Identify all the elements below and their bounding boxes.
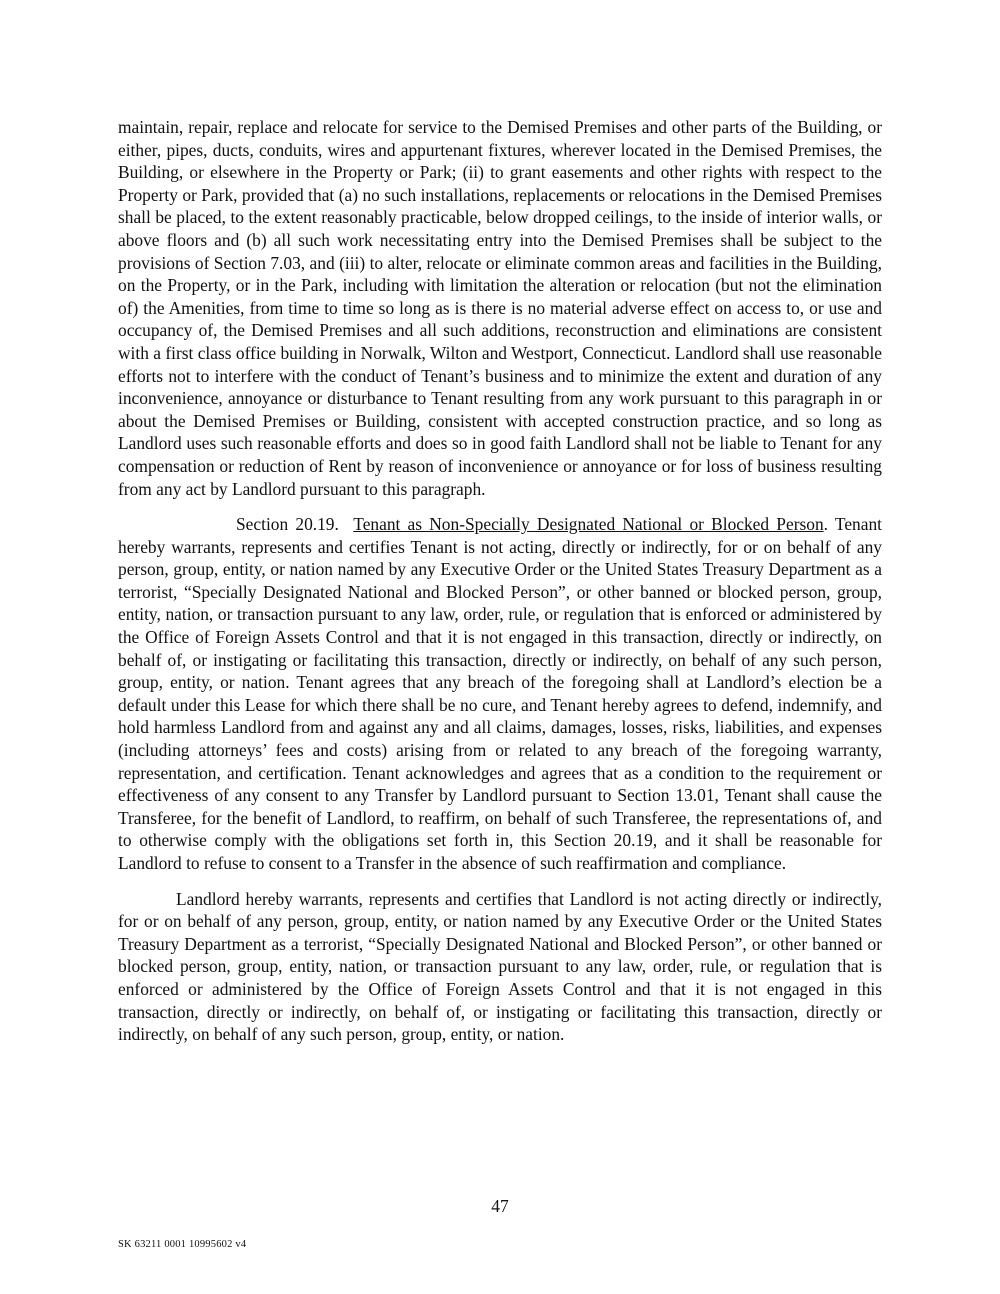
document-body (118, 116, 882, 1059)
landlord-warranty-paragraph: Landlord hereby warrants, represents and certifies that Landlord is not acting directly or indirectly, for or on behalf of any person, group, entity, or nation named by any Executive Order or the United States Treasury Department as a terrorist, “Specially Designated National and Blocked Person”, or other banned or blocked person, group, entity, nation, or transaction pursuant to any law, order, rule, or regulation that is enforced or administered by the Office of Foreign Assets Control and that it is not engaged in this transaction, directly or indirectly, on behalf of, or instigating or facilitating this transaction, directly or indirectly, on behalf of any such person, group, entity, or nation. (118, 888, 882, 1045)
section-heading-period: . (823, 514, 829, 535)
section-number: Section 20.19. (236, 514, 339, 535)
section-20-19-body: Tenant hereby warrants, represents and certifies Tenant is not acting, directly or indirectly, for or on behalf of any person, group, entity, or nation named by any Executive Order or the United States Treasury Department as a terrorist, “Specially Designated National and Blocked Person”, or other banned or blocked person, group, entity, nation, or transaction pursuant to any law, order, rule, or regulation that is enforced or administered by the Office of Foreign Assets Control and that it is not engaged in this transaction, directly or indirectly, on behalf of, or instigating or facilitating this transaction, directly or indirectly, on behalf of any such person, group, entity, or nation. Tenant agrees that any breach of the foregoing shall at Landlord’s election be a default under this Lease for which there shall be no cure, and Tenant hereby agrees to defend, indemnify, and hold harmless Landlord from and against any and all claims, damages, losses, risks, liabilities, and expenses (including attorneys’ fees and costs) arising from or related to any breach of the foregoing warranty, representation, and certification. Tenant acknowledges and agrees that as a condition to the requirement or effectiveness of any consent to any Transfer by Landlord pursuant to Section 13.01, Tenant shall cause the Transferee, for the benefit of Landlord, to reaffirm, on behalf of such Transferee, the representations of, and to otherwise comply with the obligations set forth in, this Section 20.19, and it shall be reasonable for Landlord to refuse to consent to a Transfer in the absence of such reaffirmation and compliance. (118, 514, 882, 873)
page-number: 47 (491, 1196, 509, 1216)
paragraph-continuation: maintain, repair, replace and relocate for service to the Demised Premises and other parts of the Building, or either, pipes, ducts, conduits, wires and appurtenant fixtures, wherever located in the Demised Premises, the Building, or elsewhere in the Property or Park; (ii) to grant easements and other rights with respect to the Property or Park, provided that (a) no such installations, replacements or relocations in the Demised Premises shall be placed, to the extent reasonably practicable, below dropped ceilings, to the inside of interior walls, or above floors and (b) all such work necessitating entry into the Demised Premises shall be subject to the provisions of Section 7.03, and (iii) to alter, relocate or eliminate common areas and facilities in the Building, on the Property, or in the Park, including with limitation the alteration or relocation (but not the elimination of) the Amenities, from time to time so long as is there is no material adverse effect on access to, or use and occupancy of, the Demised Premises and all such additions, reconstruction and eliminations are consistent with a first class office building in Norwalk, Wilton and Westport, Connecticut. Landlord shall use reasonable efforts not to interfere with the conduct of Tenant’s business and to minimize the extent and duration of any inconvenience, annoyance or disturbance to Tenant resulting from any work pursuant to this paragraph in or about the Demised Premises or Building, consistent with accepted construction practice, and so long as Landlord uses such reasonable efforts and does so in good faith Landlord shall not be liable to Tenant for any compensation or reduction of Rent by reason of inconvenience or annoyance or for loss of business resulting from any act by Landlord pursuant to this paragraph. (118, 117, 882, 499)
section-20-19-paragraph (118, 513, 882, 875)
document-code: SK 63211 0001 10995602 v4 (118, 1239, 247, 1250)
section-heading: Tenant as Non-Specially Designated National or Blocked Person (353, 514, 824, 535)
